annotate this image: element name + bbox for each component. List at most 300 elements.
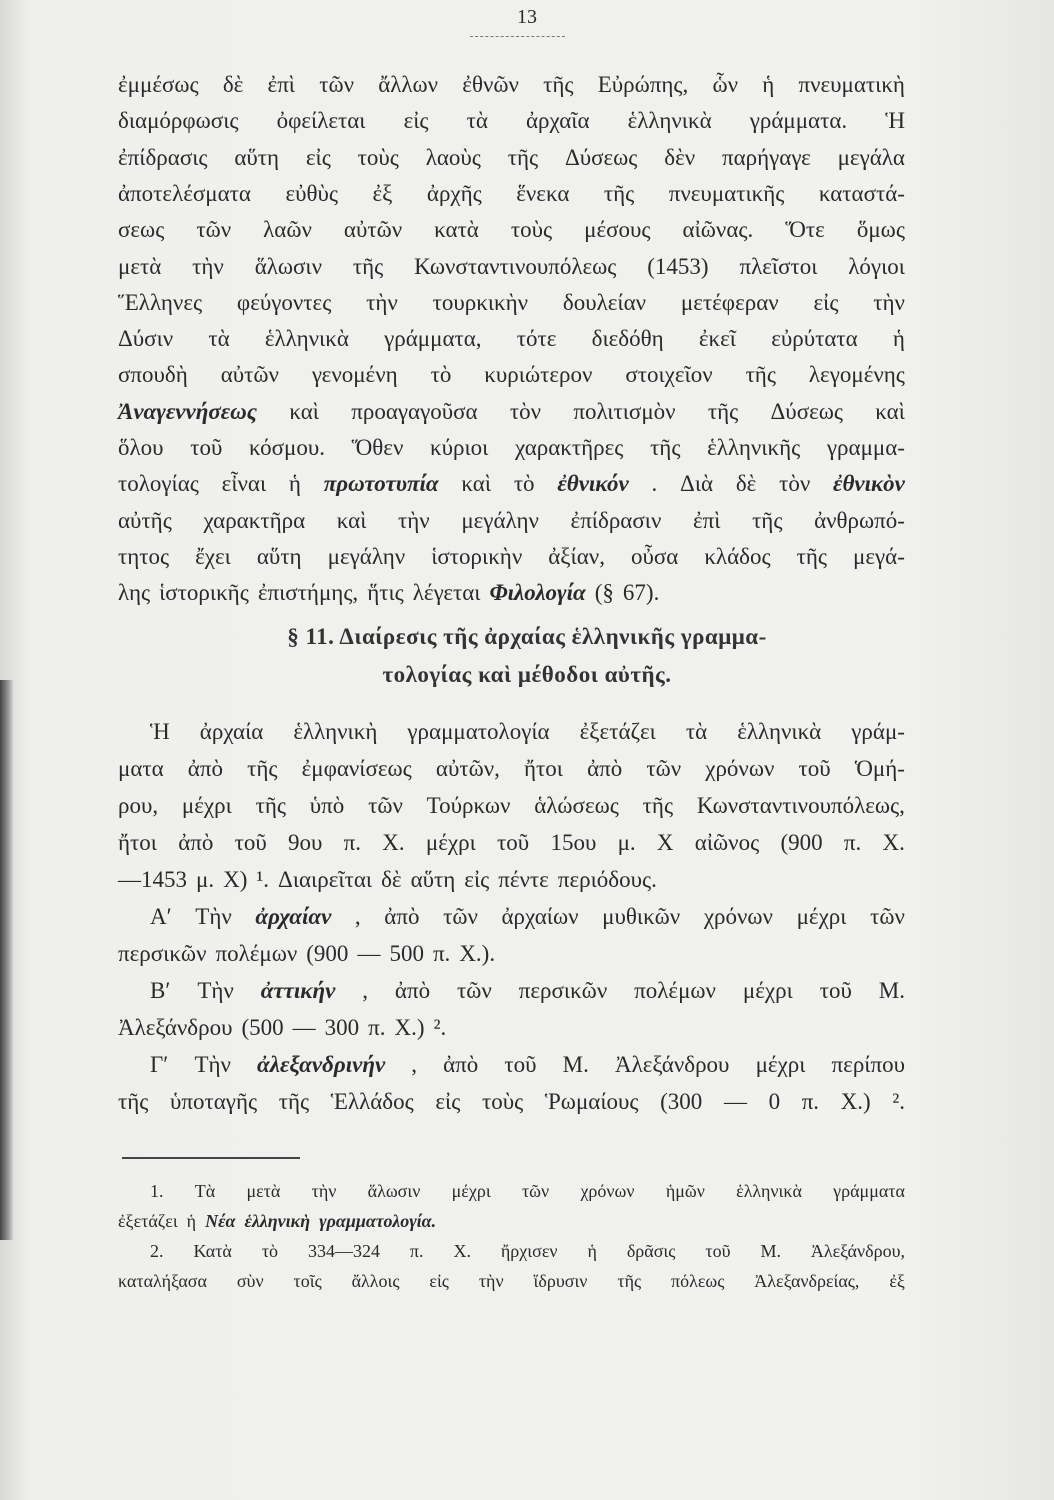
word: ἐκεῖ bbox=[698, 326, 736, 352]
word: πέντε bbox=[498, 867, 549, 892]
word: κλάδος bbox=[704, 543, 771, 569]
word: καταλήξασα bbox=[118, 1271, 207, 1291]
word: Α′ bbox=[150, 904, 172, 929]
word: ἕνεκα bbox=[516, 180, 570, 206]
word: τῆς bbox=[642, 793, 674, 818]
word: Δύσεως bbox=[770, 398, 843, 424]
word: ἀρχαίων bbox=[501, 904, 579, 929]
word: Ἕλληνες bbox=[118, 289, 203, 315]
word: ἡ bbox=[892, 326, 905, 352]
word: Χ. bbox=[882, 830, 905, 855]
word: αἰῶνας. bbox=[682, 217, 754, 243]
word: Εὐρώπης, bbox=[597, 72, 689, 97]
word: Χ.) bbox=[840, 1089, 871, 1114]
word: αἰῶνος bbox=[694, 830, 760, 855]
word: τὸν bbox=[509, 398, 542, 424]
word: Χ bbox=[656, 830, 674, 855]
word: αὐτῶν bbox=[220, 362, 279, 388]
word: παρήγαγε bbox=[721, 144, 811, 170]
word: Διὰ bbox=[680, 471, 714, 497]
word: (1453) bbox=[647, 253, 709, 279]
word: χρόνων bbox=[580, 1181, 635, 1201]
word: τῆς bbox=[796, 543, 827, 569]
word: τὸν bbox=[779, 471, 811, 497]
text-line bbox=[118, 290, 905, 316]
word: μεγάλην bbox=[327, 543, 406, 569]
word: σπουδὴ bbox=[118, 362, 188, 388]
word: δρᾶσις bbox=[626, 1241, 676, 1261]
word: ἁλώσεως bbox=[534, 793, 619, 818]
word: ἀρχῆς bbox=[426, 180, 482, 206]
word: ἐξετάζει bbox=[118, 1211, 178, 1231]
word: καὶ bbox=[289, 398, 319, 424]
word: 15ου bbox=[550, 830, 597, 855]
word: καὶ bbox=[875, 398, 905, 424]
word: τῆς bbox=[278, 1089, 310, 1114]
text-line bbox=[118, 793, 905, 819]
word: τολογίας bbox=[118, 471, 199, 497]
word: λόγιοι bbox=[848, 253, 905, 279]
binding-shadow bbox=[0, 680, 14, 1240]
word: καταστά- bbox=[818, 180, 905, 206]
word: εἰς bbox=[305, 144, 331, 170]
emphasis-word: ἀλεξανδρινήν bbox=[257, 1052, 386, 1077]
text-line bbox=[118, 756, 905, 782]
footnote-separator bbox=[122, 1157, 300, 1159]
word: ὀφείλεται bbox=[276, 108, 366, 134]
word: ἀνθρωπό- bbox=[814, 507, 905, 533]
word: εἶναι bbox=[221, 471, 267, 497]
emphasis-word: ἀρχαίαν bbox=[255, 904, 332, 929]
word: ἑλληνικὰ bbox=[737, 719, 822, 744]
word: 334—324 bbox=[307, 1241, 380, 1261]
word: μετὰ bbox=[246, 1181, 281, 1201]
word: 500 bbox=[389, 941, 424, 966]
word: Τὰ bbox=[194, 1181, 216, 1201]
word: περιόδους. bbox=[557, 867, 657, 892]
word: ματα bbox=[118, 756, 164, 781]
word: τὸ bbox=[430, 362, 452, 388]
word: σεως bbox=[118, 217, 165, 243]
text-line bbox=[118, 145, 905, 171]
word: ἑλληνικὰ bbox=[736, 1181, 802, 1201]
word: 67). bbox=[622, 580, 660, 606]
word: —1453 bbox=[118, 867, 187, 892]
word: κόσμου. bbox=[249, 435, 325, 460]
word: ἅλωσιν bbox=[254, 253, 323, 279]
word: γράμματα. bbox=[749, 108, 848, 134]
word: ἀξίαν, bbox=[548, 543, 605, 569]
word: τῶν bbox=[646, 756, 682, 781]
word: ἐξετάζει bbox=[579, 719, 656, 744]
word: μέχρι bbox=[755, 1052, 806, 1077]
word: ἐθνῶν bbox=[462, 72, 519, 97]
word: Δύσιν bbox=[118, 326, 174, 352]
word: ὑπὸ bbox=[309, 793, 345, 818]
word: τοὺς bbox=[481, 1089, 524, 1114]
word: ἐμφανίσεως bbox=[301, 756, 412, 781]
emphasis-word: Ἀναγεννήσεως bbox=[118, 398, 258, 424]
word: ἵδρυσιν bbox=[533, 1271, 588, 1291]
text-line bbox=[118, 1089, 905, 1115]
word: Ἀλεξάνδρου, bbox=[810, 1241, 905, 1261]
word: χρόνων bbox=[705, 756, 775, 781]
word: , bbox=[354, 904, 361, 929]
word: εἰς bbox=[464, 867, 490, 892]
word: τῶν bbox=[368, 793, 403, 818]
emphasis-word: ἐθνικόν bbox=[557, 471, 629, 497]
text-line bbox=[118, 544, 905, 570]
word: Τὴν bbox=[197, 978, 234, 1003]
word: ὅμως bbox=[856, 217, 905, 243]
emphasis-word: γραμματολογία. bbox=[319, 1211, 437, 1231]
word: . bbox=[651, 471, 658, 497]
word: δὲν bbox=[664, 144, 696, 170]
page-number: 13 bbox=[517, 6, 537, 28]
text-line bbox=[118, 326, 905, 352]
word: τῆς bbox=[752, 507, 783, 533]
text-line bbox=[118, 580, 905, 606]
text-line bbox=[118, 719, 905, 745]
word: π. bbox=[343, 830, 362, 855]
word: μέχρι bbox=[425, 830, 476, 855]
word: αὕτη bbox=[410, 867, 456, 892]
word: Ἡ bbox=[150, 719, 170, 744]
word: αὐτῶν bbox=[343, 217, 403, 243]
word: λης bbox=[118, 580, 151, 606]
word: ἑλληνικὰ bbox=[264, 326, 349, 352]
text-line bbox=[118, 181, 905, 207]
word: δὲ bbox=[381, 867, 402, 892]
word: 300 bbox=[324, 1015, 360, 1040]
word: κύριοι bbox=[430, 435, 489, 460]
word: κυριώτερον bbox=[484, 362, 593, 388]
word: διαμόρφωσις bbox=[118, 108, 239, 134]
word: ². bbox=[433, 1015, 447, 1040]
text-line bbox=[118, 217, 905, 243]
text-line bbox=[118, 508, 905, 534]
word: τῆς bbox=[543, 72, 574, 97]
word: δὲ bbox=[222, 72, 244, 97]
word: (300 bbox=[660, 1089, 703, 1114]
word: Γ′ bbox=[150, 1052, 169, 1077]
word: Δύσεως bbox=[564, 144, 638, 170]
word: ἐπιστήμης, bbox=[257, 580, 359, 606]
word: τὴν bbox=[192, 253, 224, 279]
word: ἱστορικὴν bbox=[431, 543, 523, 569]
word: Χ) bbox=[223, 867, 248, 892]
word: ἄλλων bbox=[378, 72, 439, 97]
word: — bbox=[292, 1015, 316, 1040]
word: ἡ bbox=[762, 72, 775, 97]
word: πλεῖστοι bbox=[739, 253, 818, 279]
word: ἀρχαία bbox=[199, 719, 264, 744]
word: ἐξ bbox=[372, 180, 393, 206]
word: μεγά- bbox=[853, 543, 905, 569]
word: τοὺς bbox=[357, 144, 399, 170]
word: πνευματικὴ bbox=[798, 72, 905, 97]
section-heading-line-2: τολογίας καὶ μέθοδοι αὐτῆς. bbox=[382, 662, 672, 687]
word: π. bbox=[432, 941, 451, 966]
word: γενομένη bbox=[311, 362, 398, 388]
word: π. bbox=[801, 1089, 820, 1114]
word: Ἀλεξανδρείας, bbox=[754, 1271, 860, 1291]
word: ἐπίδρασις bbox=[118, 144, 208, 170]
word: τῆς bbox=[650, 435, 681, 460]
word: ὅλου bbox=[118, 435, 164, 460]
word: Ἑλλάδος bbox=[330, 1089, 414, 1114]
word: Ἡ bbox=[885, 108, 905, 134]
word: Ἀλεξάνδρου bbox=[118, 1015, 233, 1040]
word: ἡ bbox=[288, 471, 301, 497]
text-line bbox=[118, 108, 905, 134]
word: Μ. bbox=[760, 1241, 781, 1261]
word: λεγομένης bbox=[808, 362, 905, 388]
word: ἤρχισεν bbox=[500, 1241, 558, 1261]
text-line bbox=[118, 72, 905, 98]
word: γράμ- bbox=[851, 719, 905, 744]
word: περίπου bbox=[831, 1052, 905, 1077]
word: Ὅθεν bbox=[351, 435, 404, 460]
emphasis-word: ἐθνικὸν bbox=[833, 471, 905, 497]
word: μέχρι bbox=[796, 904, 847, 929]
word: γραμμα- bbox=[826, 435, 905, 460]
word: ὑποταγῆς bbox=[170, 1089, 258, 1114]
text-line bbox=[118, 978, 905, 1004]
word: π. bbox=[843, 830, 862, 855]
word: τῶν bbox=[521, 1181, 550, 1201]
text-line bbox=[118, 1052, 905, 1078]
word: Χ. bbox=[453, 1241, 471, 1261]
word: Τὴν bbox=[194, 1052, 231, 1077]
word: , bbox=[411, 1052, 418, 1077]
word: πολέμων bbox=[215, 941, 298, 966]
word: εἰς bbox=[429, 1271, 449, 1291]
word: τοῦ bbox=[504, 1052, 537, 1077]
word: τῶν bbox=[196, 217, 232, 243]
word: ἐμμέσως bbox=[118, 72, 199, 97]
word: εὐθὺς bbox=[285, 180, 338, 206]
word: περσικῶν bbox=[118, 941, 207, 966]
word: μέχρι bbox=[451, 1181, 491, 1201]
word: (900 bbox=[780, 830, 823, 855]
word: ἀπὸ bbox=[587, 756, 623, 781]
word: μετέφεραν bbox=[680, 289, 779, 315]
word: ἐξ bbox=[889, 1271, 905, 1291]
word: ἤτοι bbox=[523, 756, 563, 781]
text-line bbox=[118, 399, 905, 425]
word: Β′ bbox=[150, 978, 171, 1003]
word: τοὺς bbox=[510, 217, 553, 243]
text-line bbox=[118, 867, 905, 893]
word: πόλεως bbox=[671, 1271, 725, 1291]
word: τοῦ bbox=[497, 830, 530, 855]
word: προαγαγοῦσα bbox=[351, 398, 478, 424]
word: μεγάλην bbox=[461, 507, 539, 533]
word: τῆς bbox=[745, 362, 776, 388]
word: τοῦ bbox=[234, 830, 267, 855]
word: Τὴν bbox=[195, 904, 232, 929]
word: μυθικῶν bbox=[602, 904, 681, 929]
word: τῆς bbox=[707, 398, 739, 424]
word: μέχρι bbox=[181, 793, 232, 818]
word: τότε bbox=[516, 326, 557, 352]
word: Ἀλεξάνδρου bbox=[614, 1052, 730, 1077]
word: Χ. bbox=[382, 830, 405, 855]
word: ἅλωσιν bbox=[367, 1181, 421, 1201]
word: ὧν bbox=[712, 72, 739, 97]
word: εἰς bbox=[813, 289, 839, 315]
word: στοιχεῖον bbox=[625, 362, 713, 388]
word: περσικῶν bbox=[518, 978, 608, 1003]
word: 1. bbox=[150, 1181, 164, 1201]
word: τῆς bbox=[247, 756, 278, 781]
word: ἀπὸ bbox=[178, 830, 214, 855]
word: εἰς bbox=[435, 1089, 461, 1114]
word: μετὰ bbox=[118, 253, 162, 279]
word: τὰ bbox=[208, 326, 230, 352]
emphasis-word: πρωτοτυπία bbox=[323, 471, 439, 497]
emphasis-word: ἑλληνικὴ bbox=[244, 1211, 311, 1231]
word: 0 bbox=[768, 1089, 781, 1114]
word: πνευματικῆς bbox=[668, 180, 785, 206]
word: φεύγοντες bbox=[236, 289, 332, 315]
word: τῶν bbox=[457, 978, 492, 1003]
word: Κωνσταντινουπόλεως, bbox=[696, 793, 905, 818]
word: π. bbox=[368, 1015, 386, 1040]
word: ἑλληνικὰ bbox=[627, 108, 712, 134]
text-line bbox=[118, 830, 905, 856]
word: αὐτῶν, bbox=[435, 756, 500, 781]
word: μεγάλα bbox=[837, 144, 905, 170]
word: τὴν bbox=[366, 289, 398, 315]
word: χαρακτῆρα bbox=[203, 507, 306, 533]
word: τοῦ bbox=[819, 978, 852, 1003]
word: μέχρι bbox=[742, 978, 793, 1003]
word: (500 bbox=[241, 1015, 284, 1040]
word: αὕτη bbox=[234, 144, 280, 170]
word: Διαιρεῖται bbox=[278, 867, 373, 892]
word: — bbox=[723, 1089, 747, 1114]
emphasis-word: Φιλολογία bbox=[489, 580, 586, 606]
word: Χ.). bbox=[459, 941, 496, 966]
word: τὴν bbox=[398, 507, 430, 533]
text-line bbox=[118, 904, 905, 930]
word: Τούρκων bbox=[426, 793, 511, 818]
word: αὐτῆς bbox=[118, 507, 172, 533]
word: τῶν bbox=[870, 904, 905, 929]
word: ἡμῶν bbox=[665, 1181, 705, 1201]
word: ρου, bbox=[118, 793, 159, 818]
word: αὕτη bbox=[256, 543, 302, 569]
word: τὴν bbox=[873, 289, 905, 315]
word: (§ bbox=[594, 580, 614, 606]
word: τὰ bbox=[466, 108, 488, 134]
word: διεδόθη bbox=[591, 326, 664, 352]
word: πολέμων bbox=[634, 978, 716, 1003]
text-line bbox=[118, 1241, 905, 1262]
word: μέσους bbox=[584, 217, 651, 243]
word: τῆς bbox=[255, 793, 286, 818]
word: 2. bbox=[150, 1241, 164, 1261]
text-line bbox=[118, 254, 905, 280]
word: τῆς bbox=[118, 1089, 149, 1114]
text-line bbox=[118, 1211, 905, 1232]
word: ἐπίδρασιν bbox=[570, 507, 662, 533]
word: τῆς bbox=[617, 1271, 642, 1291]
word: ἑλληνικὴ bbox=[293, 719, 378, 744]
word: ἀπὸ bbox=[394, 978, 431, 1003]
word: κατὰ bbox=[434, 217, 479, 243]
word: ἥτις bbox=[367, 580, 404, 606]
word: Κωνσταντινουπόλεως bbox=[414, 253, 617, 279]
word: τῆς bbox=[352, 253, 384, 279]
text-line bbox=[118, 435, 905, 461]
word: γραμματολογία bbox=[407, 719, 550, 744]
word: τητος bbox=[118, 543, 170, 569]
word: εὐρύτατα bbox=[771, 326, 858, 352]
word: ἐπὶ bbox=[692, 507, 721, 533]
word: λέγεται bbox=[412, 580, 481, 606]
word: ἡ bbox=[587, 1241, 597, 1261]
word: οὖσα bbox=[630, 543, 679, 569]
word: ἀρχαῖα bbox=[526, 108, 590, 134]
word: τοῖς bbox=[293, 1271, 322, 1291]
word: ἐπὶ bbox=[267, 72, 295, 97]
word: ¹. bbox=[256, 867, 270, 892]
word: τοῦ bbox=[705, 1241, 731, 1261]
word: ἀπὸ bbox=[443, 1052, 479, 1077]
word: ἱστορικῆς bbox=[159, 580, 249, 606]
word: 9ου bbox=[288, 830, 323, 855]
word: τουρκικὴν bbox=[432, 289, 529, 315]
word: ἀποτελέσματα bbox=[118, 180, 251, 206]
word: χρόνων bbox=[703, 904, 773, 929]
word: — bbox=[357, 941, 381, 966]
word: τῆς bbox=[507, 144, 539, 170]
word: τῶν bbox=[319, 72, 354, 97]
word: πολιτισμὸν bbox=[573, 398, 676, 424]
word: Μ. bbox=[878, 978, 905, 1003]
word: δουλείαν bbox=[562, 289, 647, 315]
text-line bbox=[118, 1181, 905, 1202]
word: Χ.) bbox=[394, 1015, 425, 1040]
word: ἄλλοις bbox=[351, 1271, 400, 1291]
word: (900 bbox=[306, 941, 349, 966]
word: ἀπὸ bbox=[384, 904, 420, 929]
section-heading-line-1: § 11. Διαίρεσις τῆς ἀρχαίας ἑλληνικῆς γραμμα- bbox=[287, 624, 767, 649]
word: τοῦ bbox=[798, 756, 831, 781]
word: γράμματα, bbox=[384, 326, 482, 352]
word: λαῶν bbox=[263, 217, 312, 243]
text-line bbox=[118, 1015, 905, 1041]
word: Ὅτε bbox=[785, 217, 825, 243]
word: λαοὺς bbox=[425, 144, 481, 170]
word: σὺν bbox=[236, 1271, 264, 1291]
word: τὸ bbox=[513, 471, 535, 497]
word: Ὁμή- bbox=[854, 756, 905, 781]
word: ἀπὸ bbox=[187, 756, 223, 781]
word: εἰς bbox=[403, 108, 429, 134]
text-line bbox=[118, 471, 905, 497]
word: ². bbox=[892, 1089, 905, 1114]
word: τὴν bbox=[311, 1181, 337, 1201]
word: ἡ bbox=[186, 1211, 197, 1231]
emphasis-word: ἀττικήν bbox=[260, 978, 336, 1003]
word: Κατὰ bbox=[193, 1241, 232, 1261]
word: Ῥωμαίους bbox=[544, 1089, 639, 1114]
page-number-rule bbox=[470, 36, 565, 37]
